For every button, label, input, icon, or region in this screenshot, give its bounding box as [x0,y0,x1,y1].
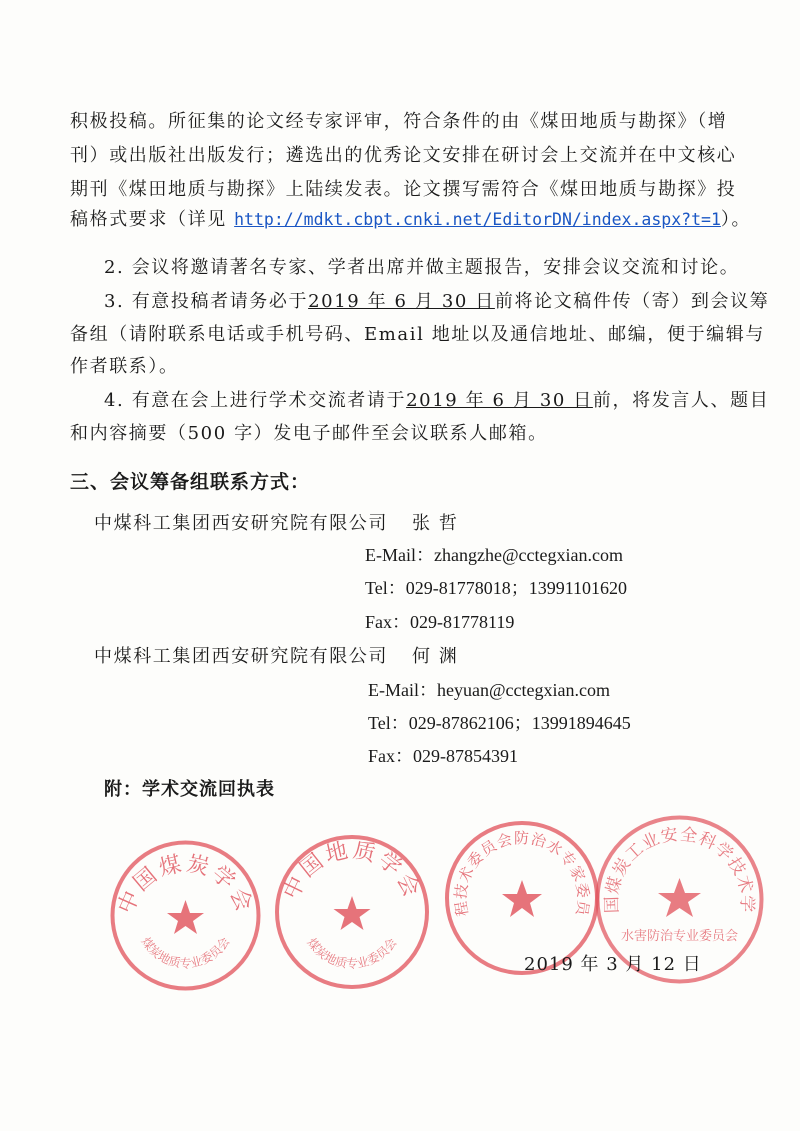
contact-1-tel: Tel：029-81778018；13991101620 [365,578,628,598]
section-3-heading: 三、会议筹备组联系方式： [70,471,311,493]
item-4-line-2: 和内容摘要（500 字）发电子邮件至会议联系人邮箱。 [70,423,548,444]
attachment-label: 附：学术交流回执表 [104,779,275,800]
seal-1-bottom-text: 煤炭地质专业委员会 [138,934,233,971]
item-3-prefix: 3. 有意投稿者请务必于 [104,291,309,312]
item-3-line-1 [104,290,769,314]
item-3-deadline: 2019 年 6 月 30 日 [308,291,495,312]
contact-1-org: 中煤科工集团西安研究院有限公司 [94,513,388,534]
submission-format-label: 稿格式要求（详见 [70,209,235,230]
svg-text:煤炭地质专业委员会 [304,935,399,971]
seal-2-top-text: 中国地质学会 [279,838,425,904]
svg-text:中国地质学会 [279,838,425,903]
contact-1-fax: Fax：029-81778119 [365,612,515,632]
paragraph-1-line-4 [70,208,751,232]
seal-4-top-text: 中国煤炭工业安全科学技术学会 [583,797,757,914]
contact-2-tel: Tel：029-87862106；13991894645 [368,713,631,733]
item-4-prefix: 4. 有意在会上进行学术交流者请于 [104,390,407,411]
seal-coal-society-graphic [108,838,263,993]
contact-2-email: E-Mail：heyuan@cctegxian.com [368,680,610,700]
contact-2-name: 何 渊 [412,646,459,667]
contact-1-name: 张 哲 [412,513,459,534]
seal-3-top-text: 工程技术委员会防治水专家委员会 [433,804,593,918]
seal-geological-society-graphic [272,832,432,992]
item-2: 2. 会议将邀请著名专家、学者出席并做主题报告，安排会议交流和讨论。 [104,257,740,278]
paragraph-1-end: ）。 [720,209,752,230]
seal-1-top-text: 中国煤炭学会 [113,851,258,918]
document-date: 2019 年 3 月 12 日 [524,954,702,975]
paragraph-1-line-3: 期刊《煤田地质与勘探》上陆续发表。论文撰写需符合《煤田地质与勘探》投 [70,179,737,200]
item-3-line-3: 作者联系）。 [70,356,179,377]
seal-2-bottom-text: 煤炭地质专业委员会 [304,935,400,971]
svg-text:煤炭地质专业委员会 [139,934,233,970]
contact-1-email: E-Mail：zhangzhe@cctegxian.com [365,545,623,565]
item-3-line-2: 备组（请附联系电话或手机号码、Email 地址以及通信地址、邮编，便于编辑与 [70,324,765,345]
submission-guide-link[interactable]: http://mdkt.cbpt.cnki.net/EditorDN/index.aspx?t=1 [234,210,721,229]
seal-4-bottom-text: 水害防治专业委员会 [620,929,739,944]
item-4-line-1 [104,389,769,413]
seal-coal-society [108,838,263,993]
paragraph-1-line-1: 积极投稿。所征集的论文经专家评审，符合条件的由《煤田地质与勘探》（增 [70,111,728,132]
contact-2-fax: Fax：029-87854391 [368,746,518,766]
seal-geological-society [272,832,432,992]
item-4-deadline: 2019 年 6 月 30 日 [406,390,593,411]
item-4-suffix: 前，将发言人、题目 [592,390,770,411]
paragraph-1-line-2: 刊）或出版社出版发行；遴选出的优秀论文安排在研讨会上交流并在中文核心 [70,145,737,166]
item-3-suffix: 前将论文稿件传（寄）到会议筹 [494,291,770,312]
contact-2-org: 中煤科工集团西安研究院有限公司 [94,646,388,667]
